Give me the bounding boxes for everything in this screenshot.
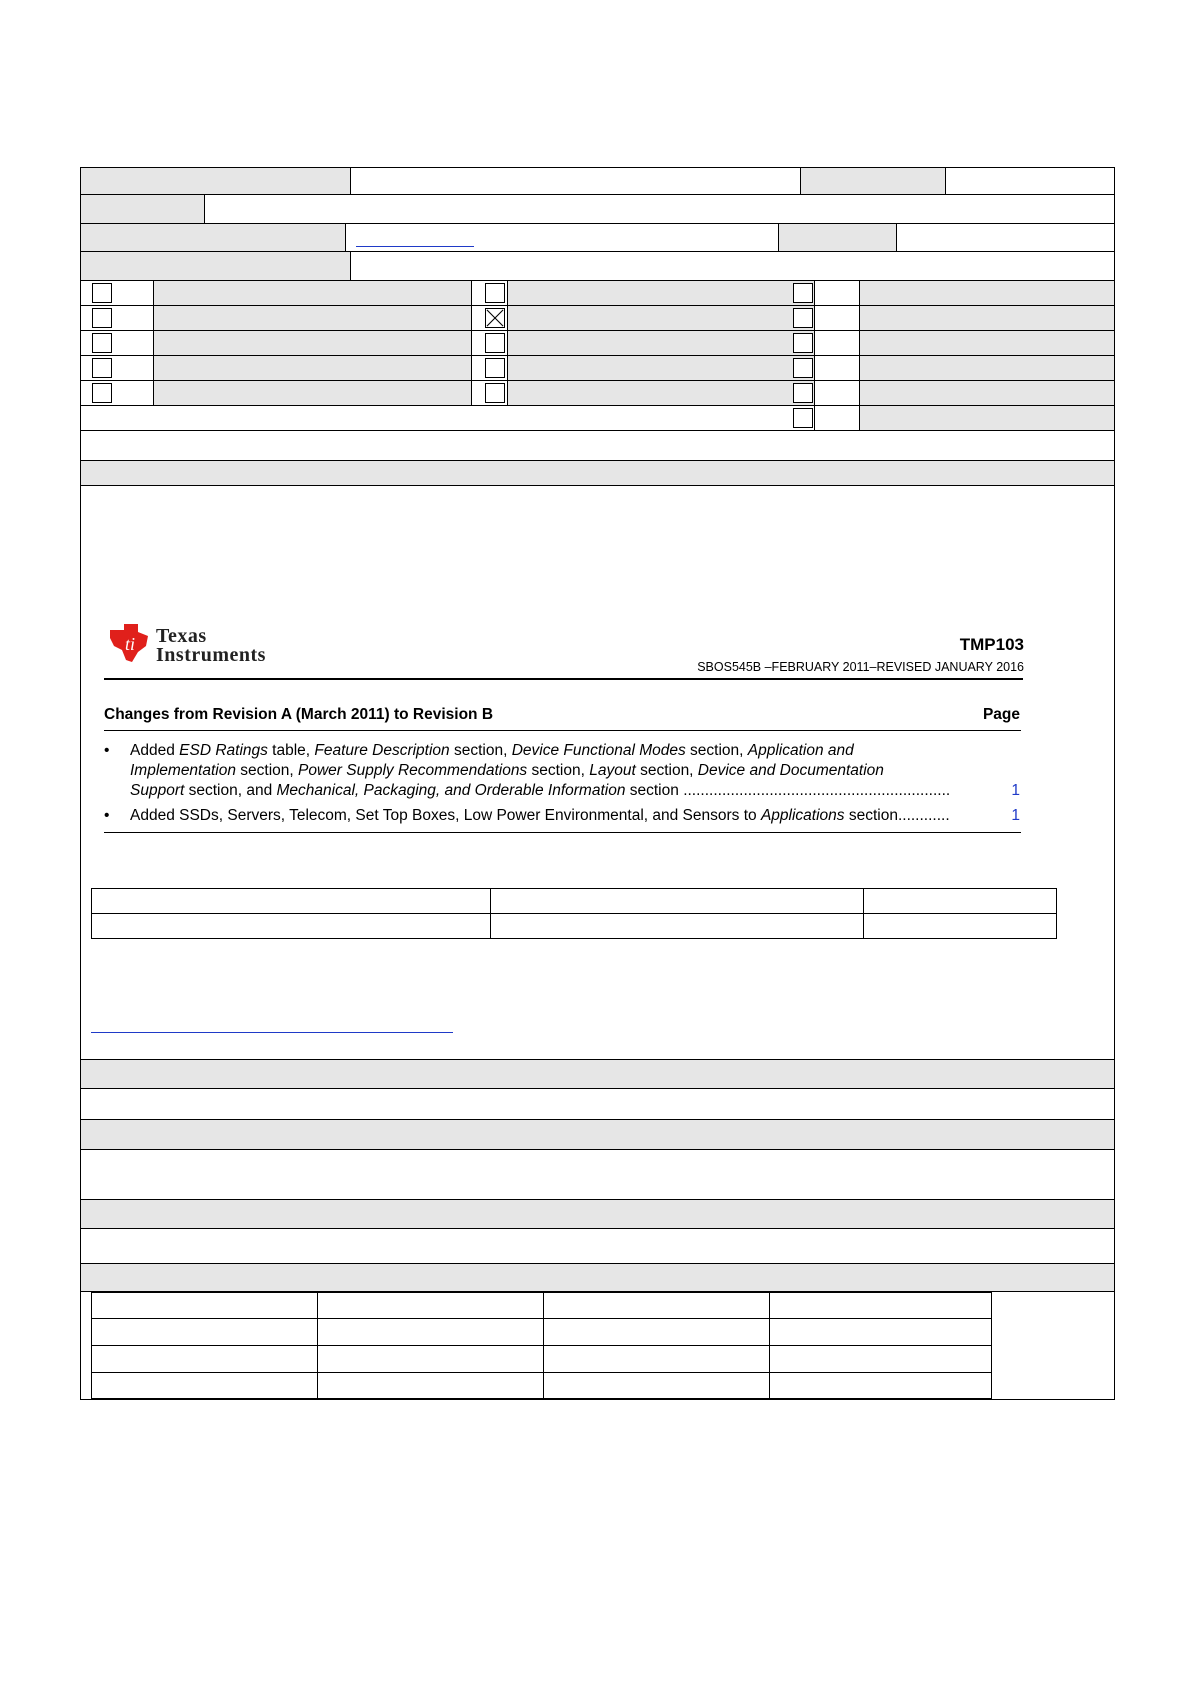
check-x-icon <box>486 309 504 327</box>
table-cell <box>491 914 864 939</box>
doc-revision-id: SBOS545B –FEBRUARY 2011–REVISED JANUARY 2016 <box>697 660 1024 674</box>
table-cell <box>92 914 491 939</box>
value-field[interactable] <box>897 224 1114 251</box>
change-item-1-line-3: Support section, and Mechanical, Packaging, and Orderable Information section .............................................................. <box>130 782 951 799</box>
checkbox-row-2 <box>81 306 1114 331</box>
checkbox-row-5 <box>81 381 1114 406</box>
checkbox[interactable] <box>793 333 813 353</box>
form-row-blank[interactable] <box>81 431 1114 461</box>
section-header-4 <box>81 1200 1114 1229</box>
checkbox-checked[interactable] <box>485 308 505 328</box>
checkbox[interactable] <box>485 283 505 303</box>
logo-line-2: Instruments <box>156 644 266 666</box>
table-cell <box>92 1346 318 1372</box>
bullet: • <box>104 742 110 759</box>
checkbox[interactable] <box>92 383 112 403</box>
part-number: TMP103 <box>959 635 1024 654</box>
checkbox[interactable] <box>793 308 813 328</box>
label-cell <box>801 168 946 194</box>
link-field[interactable] <box>346 224 779 251</box>
inner-info-table <box>91 888 1057 939</box>
table-cell <box>491 889 864 914</box>
table-cell <box>864 889 1057 914</box>
datasheet-snippet <box>104 620 1024 850</box>
checkbox[interactable] <box>92 283 112 303</box>
label-cell <box>779 224 897 251</box>
checkbox[interactable] <box>92 333 112 353</box>
change-item-1-line-1: Added ESD Ratings table, Feature Description section, Device Functional Modes section, Application and <box>130 742 854 759</box>
section-header-description <box>81 461 1114 486</box>
logo-line-1: Texas <box>156 625 207 647</box>
table-cell <box>318 1293 544 1319</box>
checkbox-row-4 <box>81 356 1114 381</box>
svg-text:ti: ti <box>125 634 136 654</box>
table-cell <box>544 1319 770 1346</box>
changes-rule-top <box>104 730 1021 731</box>
header-rule <box>104 678 1023 680</box>
label-cell <box>81 195 205 223</box>
label-cell <box>81 168 351 194</box>
section-header-5 <box>81 1264 1114 1292</box>
checkbox[interactable] <box>92 308 112 328</box>
checkbox[interactable] <box>485 383 505 403</box>
checkbox[interactable] <box>793 383 813 403</box>
form-row-4 <box>81 252 1114 281</box>
table-cell <box>544 1346 770 1372</box>
form-row-1 <box>81 168 1114 195</box>
label-cell <box>81 224 346 251</box>
changes-page-label: Page <box>982 706 1020 723</box>
table-cell <box>92 1372 318 1398</box>
checkbox[interactable] <box>793 283 813 303</box>
form-row-3 <box>81 224 1114 252</box>
section-header-2 <box>81 1060 1114 1089</box>
table-cell <box>770 1319 992 1346</box>
table-cell <box>92 1293 318 1319</box>
table-cell <box>544 1293 770 1319</box>
table-cell <box>318 1372 544 1398</box>
value-field[interactable] <box>351 252 1114 280</box>
section-header-3 <box>81 1120 1114 1150</box>
label-cell <box>81 252 351 280</box>
section-content-3[interactable] <box>81 1150 1114 1200</box>
bullet: • <box>104 807 110 824</box>
table-cell <box>544 1372 770 1398</box>
table-cell <box>92 1319 318 1346</box>
hyperlink-underline[interactable] <box>356 246 474 247</box>
checkbox-row-6 <box>81 406 1114 431</box>
table-cell <box>864 914 1057 939</box>
value-field[interactable] <box>205 195 1114 223</box>
changes-rule-bottom <box>104 832 1021 833</box>
hyperlink-underline[interactable] <box>91 1032 453 1033</box>
checkbox-row-3 <box>81 331 1114 356</box>
ti-logo-icon <box>108 622 152 664</box>
form-row-2 <box>81 195 1114 224</box>
change-item-2-page-link[interactable]: 1 <box>1011 807 1020 824</box>
approval-table <box>91 1292 992 1399</box>
checkbox[interactable] <box>793 358 813 378</box>
changes-heading: Changes from Revision A (March 2011) to Revision B <box>104 706 494 723</box>
table-cell <box>318 1319 544 1346</box>
section-content-4[interactable] <box>81 1229 1114 1264</box>
change-item-2: Added SSDs, Servers, Telecom, Set Top Boxes, Low Power Environmental, and Sensors to Applications section............ <box>130 807 950 824</box>
checkbox[interactable] <box>485 358 505 378</box>
table-cell <box>318 1346 544 1372</box>
table-cell <box>92 889 491 914</box>
change-item-1-line-2: Implementation section, Power Supply Recommendations section, Layout section, Device and Documentation <box>130 762 884 779</box>
table-cell <box>770 1293 992 1319</box>
checkbox[interactable] <box>92 358 112 378</box>
checkbox[interactable] <box>485 333 505 353</box>
value-field[interactable] <box>946 168 1114 194</box>
section-content-2[interactable] <box>81 1089 1114 1120</box>
checkbox[interactable] <box>793 408 813 428</box>
value-field[interactable] <box>351 168 801 194</box>
checkbox-row-1 <box>81 281 1114 306</box>
table-cell <box>770 1346 992 1372</box>
table-cell <box>770 1372 992 1398</box>
change-item-1-page-link[interactable]: 1 <box>1011 782 1020 799</box>
